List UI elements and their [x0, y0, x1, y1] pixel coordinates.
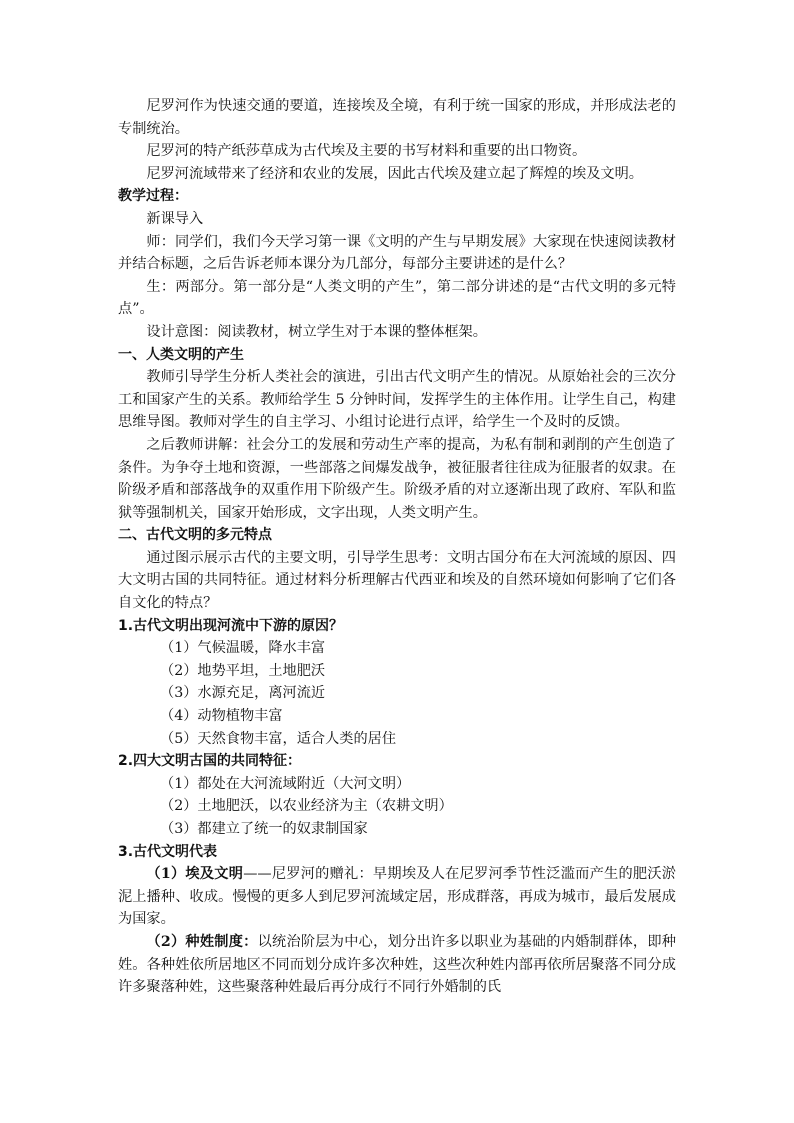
list-item: （3）都建立了统一的奴隶制国家 [160, 821, 368, 837]
section-1-paragraph-1: 教师引导学生分析人类社会的演进，引出古代文明产生的情况。从原始社会的三次分工和国家产生的关系。教师给学生 5 分钟时间，发挥学生的主体作用。让学生自己，构建思维导图。教师对学生的自主学习、小组讨论进行点评，给学生一个及时的反馈。 [118, 369, 676, 431]
section-1-heading: 一、人类文明的产生 [118, 346, 244, 363]
list-item: （5）天然食物丰富，适合人类的居住 [160, 730, 397, 747]
intro-paragraph-3: 尼罗河流域带来了经济和农业的发展，因此古代埃及建立起了辉煌的埃及文明。 [146, 165, 643, 182]
list-item: （2）土地肥沃，以农业经济为主（农耕文明） [160, 798, 453, 815]
teacher-dialogue: 师：同学们，我们今天学习第一课《文明的产生与早期发展》大家现在快速阅读教材并结合标题，之后告诉老师本课分为几部分，每部分主要讲述的是什么？ [118, 233, 676, 273]
egypt-civilization-paragraph [118, 863, 676, 931]
section-2-heading: 二、古代文明的多元特点 [118, 527, 272, 544]
list-item: （3）水源充足，离河流近 [160, 685, 326, 702]
section-1-paragraph-2: 之后教师讲解：社会分工的发展和劳动生产率的提高，为私有制和剥削的产生创造了条件。为争夺土地和资源，一些部落之间爆发战争，被征服者往往成为征服者的奴隶。在阶级矛盾和部落战争的双重作用下阶级产生。阶级矛盾的对立逐渐出现了政府、军队和监狱等强制机关，国家开始形成，文字出现，人类文明产生。 [118, 436, 676, 521]
question-2-heading: 2.四大文明古国的共同特征： [118, 753, 302, 770]
teaching-process-heading: 教学过程： [118, 188, 188, 205]
caste-system-title: （2）种姓制度： [146, 933, 258, 950]
lesson-intro-subheading: 新课导入 [146, 210, 204, 227]
document-page [118, 95, 676, 999]
list-item: （4）动物植物丰富 [160, 708, 283, 725]
egypt-civilization-title: （1）埃及文明 [146, 866, 244, 883]
student-dialogue: 生：两部分。第一部分是“人类文明的产生”，第二部分讲述的是“古代文明的多元特点”。 [118, 278, 676, 318]
caste-system-paragraph [118, 931, 676, 999]
list-item: （1）都处在大河流域附近（大河文明） [160, 775, 411, 792]
caste-system-text: 以统治阶层为中心，划分出许多以职业为基础的内婚制群体，即种姓。各种姓依所居地区不同而划分成许多次种姓，这些次种姓内部再依所居聚落不同分成许多聚落种姓，这些聚落种姓最后再分成行不同行外婚制的氏 [118, 933, 676, 996]
section-2-paragraph: 通过图示展示古代的主要文明，引导学生思考：文明古国分布在大河流域的原因、四大文明古国的共同特征。通过材料分析理解古代西亚和埃及的自然环境如何影响了它们各自文化的特点？ [118, 549, 676, 612]
list-item: （2）地势平坦，土地肥沃 [160, 662, 326, 679]
question-1-heading: 1.古代文明出现河流中下游的原因？ [118, 617, 344, 634]
design-intent: 设计意图：阅读教材，树立学生对于本课的整体框架。 [146, 323, 487, 340]
egypt-civilization-text: ——尼罗河的赠礼：早期埃及人在尼罗河季节性泛滥而产生的肥沃淤泥上播种、收成。慢慢的更多人到尼罗河流域定居，形成群落，再成为城市，最后发展成为国家。 [118, 866, 676, 928]
intro-paragraph-2: 尼罗河的特产纸莎草成为古代埃及主要的书写材料和重要的出口物资。 [146, 143, 587, 160]
question-3-heading: 3.古代文明代表 [118, 843, 218, 860]
list-item: （1）气候温暖，降水丰富 [160, 640, 326, 657]
intro-paragraph-1: 尼罗河作为快速交通的要道，连接埃及全境，有利于统一国家的形成，并形成法老的专制统治。 [118, 98, 676, 137]
